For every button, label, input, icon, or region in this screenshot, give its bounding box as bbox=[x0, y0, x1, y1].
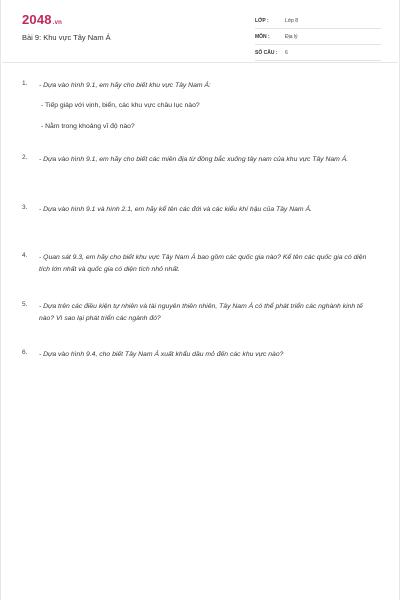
meta-value: Lớp 8 bbox=[285, 18, 299, 24]
question-text: - Dựa trên các điều kiện tự nhiên và tài nguyên thiên nhiên, Tây Nam Á có thể phát triển các nghành kinh tế nào? Vì sao lại phát triển các ngành đó? bbox=[39, 303, 363, 322]
question-number: 3. bbox=[22, 204, 28, 211]
meta-row-subject bbox=[255, 30, 381, 45]
logo-main: 2048 bbox=[22, 12, 52, 27]
question-number: 6. bbox=[22, 349, 28, 356]
question-text: - Dựa vào hình 9.1 và hình 2.1, em hãy kể tên các đới và các kiểu khí hậu của Tây Nam Á. bbox=[39, 206, 312, 213]
question-number: 1. bbox=[22, 80, 28, 87]
logo-suffix: .vn bbox=[52, 20, 63, 26]
question-text: - Dựa vào hình 9.1, em hãy cho biết khu vực Tây Nam Á: bbox=[39, 82, 211, 89]
meta-table bbox=[255, 14, 381, 62]
question-subitem: - Nằm trong khoảng vĩ độ nào? bbox=[41, 123, 135, 130]
lesson-title: Bài 9: Khu vực Tây Nam Á bbox=[22, 33, 111, 42]
question-text: - Dựa vào hình 9.4, cho biết Tây Nam Á xuất khẩu dầu mỏ đến các khu vực nào? bbox=[39, 351, 284, 358]
site-logo[interactable] bbox=[22, 12, 62, 27]
question-number: 4. bbox=[22, 252, 28, 259]
header-divider bbox=[2, 62, 398, 63]
worksheet-header bbox=[1, 0, 399, 62]
meta-row-class bbox=[255, 14, 381, 29]
question-number: 5. bbox=[22, 301, 28, 308]
meta-label: MÔN : bbox=[255, 34, 270, 40]
meta-value: 6 bbox=[285, 50, 288, 56]
question-number: 2. bbox=[22, 154, 28, 161]
question-subitem: - Tiếp giáp với vịnh, biển, các khu vực châu lục nào? bbox=[41, 102, 200, 109]
meta-row-count bbox=[255, 46, 381, 61]
meta-value: Địa lý bbox=[285, 34, 298, 40]
meta-label: SỐ CÂU : bbox=[255, 50, 278, 56]
question-text: - Dựa vào hình 9.1, em hãy cho biết các miền địa từ đông bắc xuống tây nam của khu vực Tây Nam Á. bbox=[39, 156, 349, 163]
question-text: - Quan sát 9.3, em hãy cho biết khu vực Tây Nam Á bao gồm các quốc gia nào? Kể tên các quốc gia có diện tích lớn nhất và quốc gia có diện tích nhỏ nhất. bbox=[39, 254, 367, 273]
meta-label: LỚP : bbox=[255, 18, 269, 24]
